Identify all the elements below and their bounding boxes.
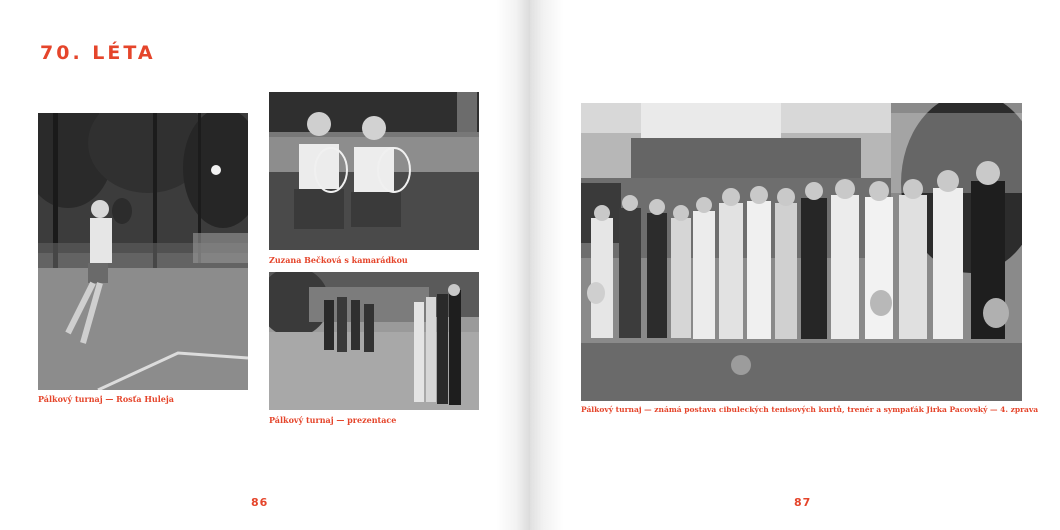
photo-girls-with-rackets <box>269 92 479 250</box>
gutter-shadow <box>530 0 564 530</box>
caption-photo-1: Pálkový turnaj — Rosťa Huleja <box>38 394 174 404</box>
page-number-right: 87 <box>794 496 812 509</box>
photo-prezentace <box>269 272 479 410</box>
gutter-shadow <box>496 0 530 530</box>
photo-group-of-players <box>581 103 1022 401</box>
caption-photo-4: Pálkový turnaj — známá postava cibuleckých tenisových kurtů, trenér a sympaťák Jirka Pacovský — 4. zprava <box>581 405 1039 414</box>
chapter-title: 70. LÉTA <box>40 42 156 64</box>
page-number-left: 86 <box>251 496 269 509</box>
right-page <box>530 0 1060 530</box>
caption-photo-2: Zuzana Bečková s kamarádkou <box>269 255 408 265</box>
photo-boy-with-paddle <box>38 113 248 390</box>
caption-photo-3: Pálkový turnaj — prezentace <box>269 415 397 425</box>
